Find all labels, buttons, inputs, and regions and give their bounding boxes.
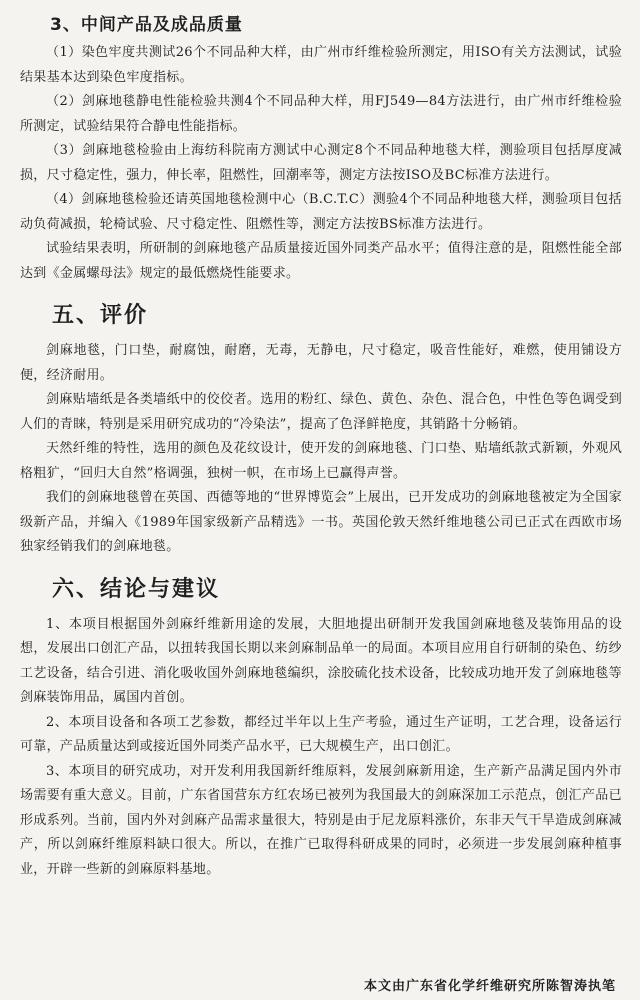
paragraph: 我们的剑麻地毯曾在英国、西德等地的“世界博览会”上展出，已开发成功的剑麻地毯被定为全国家级新产品，并编入《1989年国家级新产品精选》一书。英国伦敦天然纤维地毯公司已正式在西欧市场独家经销我们的剑麻地毯。: [20, 490, 622, 554]
paragraph: （1）染色牢度共测试26个不同品种大样，由广州市纤维检验所测定，用ISO有关方法测试，试验结果基本达到染色牢度指标。: [20, 45, 622, 85]
section-6-heading: 六、结论与建议: [52, 576, 221, 602]
paragraph: （4）剑麻地毯检验还请英国地毯检测中心（B.C.T.C）测验4个不同品种地毯大样，测验项目包括动负荷减损，轮椅试验、尺寸稳定性、阻燃性等，测定方法按BS标准方法进行。: [20, 192, 622, 232]
paragraph: 剑麻贴墙纸是各类墙纸中的佼佼者。选用的粉红、绿色、黄色、杂色、混合色，中性色等色调受到人们的青睐，特别是采用研究成功的“冷染法”，提高了色泽鲜艳度，其销路十分畅销。: [20, 392, 622, 432]
paragraph: （3）剑麻地毯检验由上海纺科院南方测试中心测定8个不同品种地毯大样，测验项目包括厚度减损，尺寸稳定性，强力，伸长率，阻燃性，回潮率等，测定方法按ISO及BC标准方法进行。: [20, 143, 622, 183]
paragraph: 天然纤维的特性，选用的颜色及花纹设计，使开发的剑麻地毯、门口垫、贴墙纸款式新颖，外观风格粗犷，“回归大自然”格调强，独树一帜，在市场上已赢得声誉。: [20, 441, 622, 481]
paragraph: 1、本项目根据国外剑麻纤维新用途的发展，大胆地提出研制开发我国剑麻地毯及装饰用品的设想，发展出口创汇产品，以扭转我国长期以来剑麻制品单一的局面。本项目应用自行研制的染色、纺纱工艺设备，结合引进、消化吸收国外剑麻地毯编织，涂胶硫化技术设备，比较成功地开发了剑麻地毯等剑麻装饰用品，属国内首创。: [20, 616, 622, 705]
author-credit: 本文由广东省化学纤维研究所陈智涛执笔: [363, 979, 616, 994]
paragraph: （2）剑麻地毯静电性能检验共测4个不同品种大样，用FJ549—84方法进行，由广州市纤维检验所测定，试验结果符合静电性能指标。: [20, 94, 622, 134]
paragraph: 剑麻地毯，门口垫，耐腐蚀，耐磨，无毒，无静电，尺寸稳定，吸音性能好，难燃，使用铺设方便，经济耐用。: [20, 343, 622, 383]
paragraph: 试验结果表明，所研制的剑麻地毯产品质量接近国外同类产品水平；值得注意的是，阻燃性能全部达到《金属螺母法》规定的最低燃烧性能要求。: [20, 241, 622, 281]
paragraph: 3、本项目的研究成功，对开发利用我国新纤维原料，发展剑麻新用途，生产新产品满足国内外市场需要有重大意义。目前，广东省国营东方红农场已被列为我国最大的剑麻深加工示范点，创汇产品已形成系列。当前，国内外对剑麻产品需求量很大，特别是由于尼龙原料涨价，东非天气干旱造成剑麻减产，所以剑麻纤维原料缺口很大。所以，在推广已取得科研成果的同时，必须进一步发展剑麻种植事业，开辟一些新的剑麻原料基地。: [20, 763, 622, 877]
paragraph: 2、本项目设备和各项工艺参数，都经过半年以上生产考验，通过生产证明，工艺合理，设备运行可靠，产品质量达到或接近国外同类产品水平，已大规模生产，出口创汇。: [20, 714, 622, 754]
section-5-heading: 五、评价: [52, 303, 149, 328]
section-3-heading: 3、中间产品及成品质量: [50, 15, 243, 35]
